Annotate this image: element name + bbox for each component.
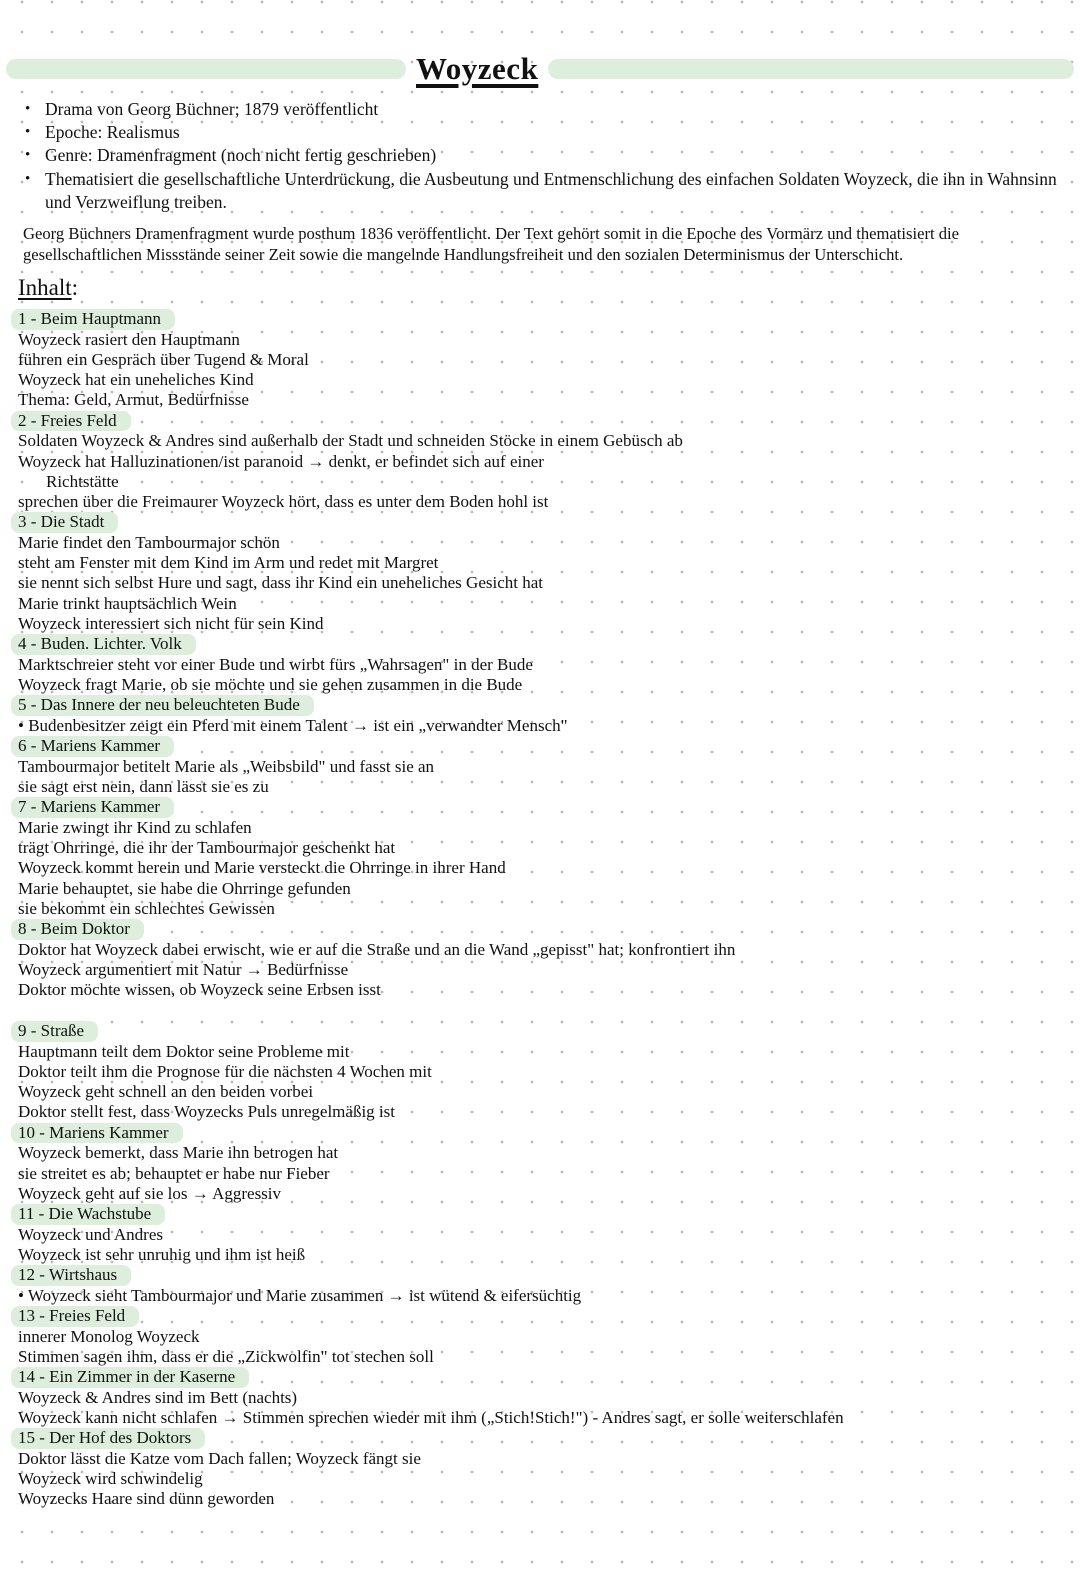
scene-line: Doktor lässt die Katze vom Dach fallen; Woyzeck fängt sie xyxy=(18,1448,421,1468)
inhalt-heading xyxy=(18,274,1060,302)
scene-line: Thema: Geld, Armut, Bedürfnisse xyxy=(18,390,249,410)
scene-line: Doktor stellt fest, dass Woyzecks Puls unregelmäßig ist xyxy=(18,1102,395,1122)
bullet-item: • Thematisiert die gesellschaftliche Unterdrückung, die Ausbeutung und Entmenschlichung des einfachen Soldaten Woyzeck, die ihn in Wahnsinn und Verzweiflung treiben. xyxy=(18,168,1060,214)
scene-line: • Budenbesitzer zeigt ein Pferd mit einem Talent → ist ein „verwandter Mensch" xyxy=(18,715,568,735)
title-highlight-bar-right xyxy=(548,59,1074,79)
scene-line: Marie trinkt hauptsächlich Wein xyxy=(18,593,237,613)
scene-line: Hauptmann teilt dem Doktor seine Probleme mit xyxy=(18,1041,350,1061)
scene-heading-highlight: 7 - Mariens Kammer xyxy=(11,797,174,818)
scene-line: Marie zwingt ihr Kind zu schlafen xyxy=(18,817,252,837)
scene-heading-highlight: 13 - Freies Feld xyxy=(11,1306,139,1327)
scene-heading-highlight: 14 - Ein Zimmer in der Kaserne xyxy=(11,1367,249,1388)
scene-section xyxy=(18,797,1060,919)
scene-line: Doktor hat Woyzeck dabei erwischt, wie er auf die Straße und an die Wand „gepisst" hat; konfrontiert ihn xyxy=(18,939,736,959)
scene-line: sie streitet es ab; behauptet er habe nur Fieber xyxy=(18,1163,330,1183)
scene-heading-highlight: 12 - Wirtshaus xyxy=(11,1265,131,1286)
scene-heading-highlight: 3 - Die Stadt xyxy=(11,512,118,533)
scene-line: Woyzeck fragt Marie, ob sie möchte und sie gehen zusammen in die Bude xyxy=(18,675,523,695)
scene-heading xyxy=(18,1204,1060,1225)
scene-section xyxy=(18,919,1060,1000)
scene-heading xyxy=(18,1265,1060,1286)
scene-section xyxy=(18,634,1060,695)
title-highlight-bar-left xyxy=(6,59,406,79)
scene-line: Woyzeck kann nicht schlafen → Stimmen sprechen wieder mit ihm („Stich!Stich!") - Andres sagt, er solle weiterschlafen xyxy=(18,1407,844,1427)
notes-page xyxy=(0,51,1080,1581)
scene-line: steht am Fenster mit dem Kind im Arm und redet mit Margret xyxy=(18,553,439,573)
scene-line: Woyzeck bemerkt, dass Marie ihn betrogen hat xyxy=(18,1143,339,1163)
scene-heading xyxy=(18,1123,1060,1144)
scene-section xyxy=(18,309,1060,411)
scene-line: Woyzeck interessiert sich nicht für sein Kind xyxy=(18,614,324,634)
scene-line: • Woyzeck sieht Tambourmajor und Marie zusammen → ist wütend & eifersüchtig xyxy=(18,1285,582,1305)
scene-line: sie sagt erst nein, dann lässt sie es zu xyxy=(18,777,269,797)
bullet-item: • Epoche: Realismus xyxy=(18,121,1060,144)
title-row xyxy=(18,51,1060,86)
scene-line: sie nennt sich selbst Hure und sagt, dass ihr Kind ein uneheliches Gesicht hat xyxy=(18,573,543,593)
scene-line: Stimmen sagen ihm, dass er die „Zickwolfin" tot stechen soll xyxy=(18,1346,434,1366)
scene-section xyxy=(18,695,1060,736)
scene-line: Richtstätte xyxy=(46,471,119,491)
scene-heading xyxy=(18,736,1060,757)
scene-heading-highlight: 8 - Beim Doktor xyxy=(11,919,144,940)
scene-line: Woyzeck hat Halluzinationen/ist paranoid → denkt, er befindet sich auf einer xyxy=(18,451,544,471)
bullet-item: • Genre: Dramenfragment (noch nicht fertig geschrieben) xyxy=(18,144,1060,167)
scene-heading xyxy=(18,919,1060,940)
page-title: Woyzeck xyxy=(416,51,539,86)
scene-heading-highlight: 2 - Freies Feld xyxy=(11,411,131,432)
scene-line: Woyzeck geht auf sie los → Aggressiv xyxy=(18,1183,282,1203)
scene-line: Woyzeck & Andres sind im Bett (nachts) xyxy=(18,1387,298,1407)
scene-heading xyxy=(18,1367,1060,1388)
scene-line: Woyzeck ist sehr unruhig und ihm ist heiß xyxy=(18,1244,306,1264)
scene-heading xyxy=(18,695,1060,716)
inhalt-heading-colon: : xyxy=(71,275,79,301)
scene-heading xyxy=(18,634,1060,655)
scene-section xyxy=(18,1367,1060,1428)
scene-line: führen ein Gespräch über Tugend & Moral xyxy=(18,349,309,369)
scene-line: Doktor möchte wissen, ob Woyzeck seine Erbsen isst xyxy=(18,980,381,1000)
scene-section xyxy=(18,1123,1060,1204)
scene-section xyxy=(18,512,1060,634)
scene-heading-highlight: 9 - Straße xyxy=(11,1021,98,1042)
scene-section xyxy=(18,1265,1060,1306)
scene-line: Marie behauptet, sie habe die Ohrringe gefunden xyxy=(18,878,351,898)
scene-heading xyxy=(18,1428,1060,1449)
scene-heading-highlight: 11 - Die Wachstube xyxy=(11,1204,165,1225)
scene-line: sie bekommt ein schlechtes Gewissen xyxy=(18,899,275,919)
scene-line: Woyzeck hat ein uneheliches Kind xyxy=(18,370,254,390)
scene-line: Woyzeck argumentiert mit Natur → Bedürfnisse xyxy=(18,960,349,980)
scene-line: Woyzeck und Andres xyxy=(18,1224,163,1244)
scene-line: Marktschreier steht vor einer Bude und wirbt fürs „Wahrsagen" in der Bude xyxy=(18,654,533,674)
scene-line: Woyzeck geht schnell an den beiden vorbei xyxy=(18,1082,314,1102)
scene-line: Woyzeck wird schwindelig xyxy=(18,1468,203,1488)
scene-heading xyxy=(18,797,1060,818)
scene-line: Doktor teilt ihm die Prognose für die nächsten 4 Wochen mit xyxy=(18,1061,432,1081)
scene-line: innerer Monolog Woyzeck xyxy=(18,1326,200,1346)
scene-heading xyxy=(18,309,1060,330)
scene-line: Woyzecks Haare sind dünn geworden xyxy=(18,1489,275,1509)
scene-heading-highlight: 1 - Beim Hauptmann xyxy=(11,309,175,330)
scene-heading-highlight: 4 - Buden. Lichter. Volk xyxy=(11,634,196,655)
scene-line: Woyzeck rasiert den Hauptmann xyxy=(18,329,240,349)
bullet-item: • Drama von Georg Büchner; 1879 veröffentlicht xyxy=(18,98,1060,121)
scene-line: Soldaten Woyzeck & Andres sind außerhalb der Stadt und schneiden Stöcke in einem Gebüsch ab xyxy=(18,431,683,451)
scene-line: sprechen über die Freimaurer Woyzeck hört, dass es unter dem Boden hohl ist xyxy=(18,492,549,512)
scene-section xyxy=(18,411,1060,513)
scene-heading-highlight: 10 - Mariens Kammer xyxy=(11,1123,183,1144)
scene-line: Tambourmajor betitelt Marie als „Weibsbild" und fasst sie an xyxy=(18,756,435,776)
inhalt-heading-label: Inhalt xyxy=(18,275,72,301)
scene-heading-highlight: 6 - Mariens Kammer xyxy=(11,736,174,757)
scene-section xyxy=(18,736,1060,797)
scene-section xyxy=(18,1428,1060,1509)
scene-heading xyxy=(18,411,1060,432)
scene-heading-highlight: 5 - Das Innere der neu beleuchteten Bude xyxy=(11,695,314,716)
scene-heading xyxy=(18,1021,1060,1042)
scene-line: trägt Ohrringe, die ihr der Tambourmajor geschenkt hat xyxy=(18,838,396,858)
scene-line: Marie findet den Tambourmajor schön xyxy=(18,532,280,552)
scene-section xyxy=(18,1204,1060,1265)
intro-paragraph: Georg Büchners Dramenfragment wurde posthum 1836 veröffentlicht. Der Text gehört somit in die Epoche des Vormärz und thematisiert die gesellschaftlichen Missstände seiner Zeit sowie die mangelnde Handlungsfreiheit und den sozialen Determinismus der Unterschicht. xyxy=(23,224,959,265)
scene-section xyxy=(18,1306,1060,1367)
scene-heading xyxy=(18,512,1060,533)
intro-bullet-list xyxy=(18,98,1060,214)
scene-section xyxy=(18,1021,1060,1123)
scene-heading xyxy=(18,1306,1060,1327)
scene-heading-highlight: 15 - Der Hof des Doktors xyxy=(11,1428,205,1449)
scene-line: Woyzeck kommt herein und Marie versteckt die Ohrringe in ihrer Hand xyxy=(18,858,506,878)
scenes-list xyxy=(18,309,1060,1510)
